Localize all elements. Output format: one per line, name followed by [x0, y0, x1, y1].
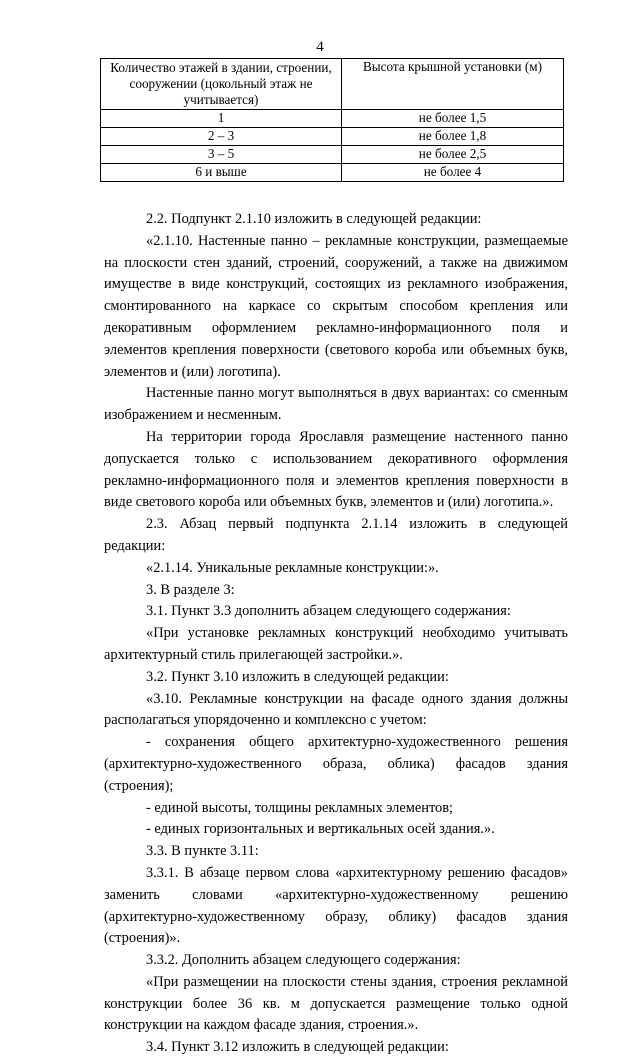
paragraph: «2.1.10. Настенные панно – рекламные конструкции, размещаемые на плоскости стен зданий, строений, сооружений, а также на движимом имуществе в виде конструкций, состоящих из рекламного изображения, смонтированного на каркасе со скрытым способом крепления или декоративным оформлением рекламно-информационного поля и элементов крепления поверхности (светового короба или объемных букв, элементов и (или) логотипа).: [104, 232, 568, 380]
paragraph: На территории города Ярославля размещение настенного панно допускается только с использованием декоративного оформления рекламно-информационного поля и элементов крепления поверхности в виде светового короба или объемных букв, элементов и (или) логотипа.».: [104, 428, 568, 511]
table-cell-floors: 3 – 5: [101, 146, 342, 164]
paragraph: Настенные панно могут выполняться в двух вариантах: со сменным изображением и несменным.: [104, 385, 568, 424]
paragraph: 2.2. Подпункт 2.1.10 изложить в следующей редакции:: [146, 211, 482, 227]
table-cell-height: не более 1,5: [342, 110, 564, 128]
paragraph: «При размещении на плоскости стены здания, строения рекламной конструкции более 36 кв. м допускается размещение только одной конструкции на каждом фасаде здания, строения.».: [104, 973, 568, 1034]
table-row: [101, 146, 564, 164]
paragraph: 3.4. Пункт 3.12 изложить в следующей редакции:: [146, 1039, 449, 1056]
table-cell-height: не более 2,5: [342, 146, 564, 164]
table-cell-floors: 6 и выше: [101, 164, 342, 182]
table-header-height: Высота крышной установки (м): [342, 59, 564, 110]
paragraph: 3.1. Пункт 3.3 дополнить абзацем следующего содержания:: [146, 603, 511, 620]
table-cell-floors: 2 – 3: [101, 128, 342, 146]
paragraph: 3. В разделе 3:: [146, 581, 235, 598]
paragraph: «2.1.14. Уникальные рекламные конструкции:».: [146, 559, 439, 576]
table-cell-floors: 1: [101, 110, 342, 128]
paragraph: 3.2. Пункт 3.10 изложить в следующей редакции:: [146, 668, 449, 685]
paragraph: 3.3.2. Дополнить абзацем следующего содержания:: [146, 952, 461, 969]
floors-height-table: [100, 58, 564, 182]
paragraph: «При установке рекламных конструкций необходимо учитывать архитектурный стиль прилегающей застройки.».: [104, 625, 568, 663]
table-row: [101, 164, 564, 182]
document-body: [104, 209, 568, 1059]
list-item: - единых горизонтальных и вертикальных осей здания.».: [146, 821, 495, 838]
table-header-floors: Количество этажей в здании, строении, сооружении (цокольный этаж не учитывается): [101, 59, 342, 110]
paragraph: 3.3.1. В абзаце первом слова «архитектурному решению фасадов» заменить словами «архитектурно-художественному решению (архитектурно-художественному образу, облику) фасадов здания (строения)».: [104, 864, 568, 947]
paragraph: 3.3. В пункте 3.11:: [146, 843, 259, 860]
table-row: [101, 110, 564, 128]
table-cell-height: не более 1,8: [342, 128, 564, 146]
table-row: [101, 128, 564, 146]
paragraph: 2.3. Абзац первый подпункта 2.1.14 изложить в следующей редакции:: [104, 516, 568, 554]
table-header-row: [101, 59, 564, 110]
list-item: - единой высоты, толщины рекламных элементов;: [146, 799, 454, 816]
page-number: 4: [316, 39, 324, 55]
list-item: - сохранения общего архитектурно-художественного решения (архитектурно-художественного образа, облика) фасадов здания (строения);: [104, 734, 568, 794]
paragraph: «3.10. Рекламные конструкции на фасаде одного здания должны располагаться упорядоченно и комплексно с учетом:: [104, 690, 568, 729]
table-cell-height: не более 4: [342, 164, 564, 182]
